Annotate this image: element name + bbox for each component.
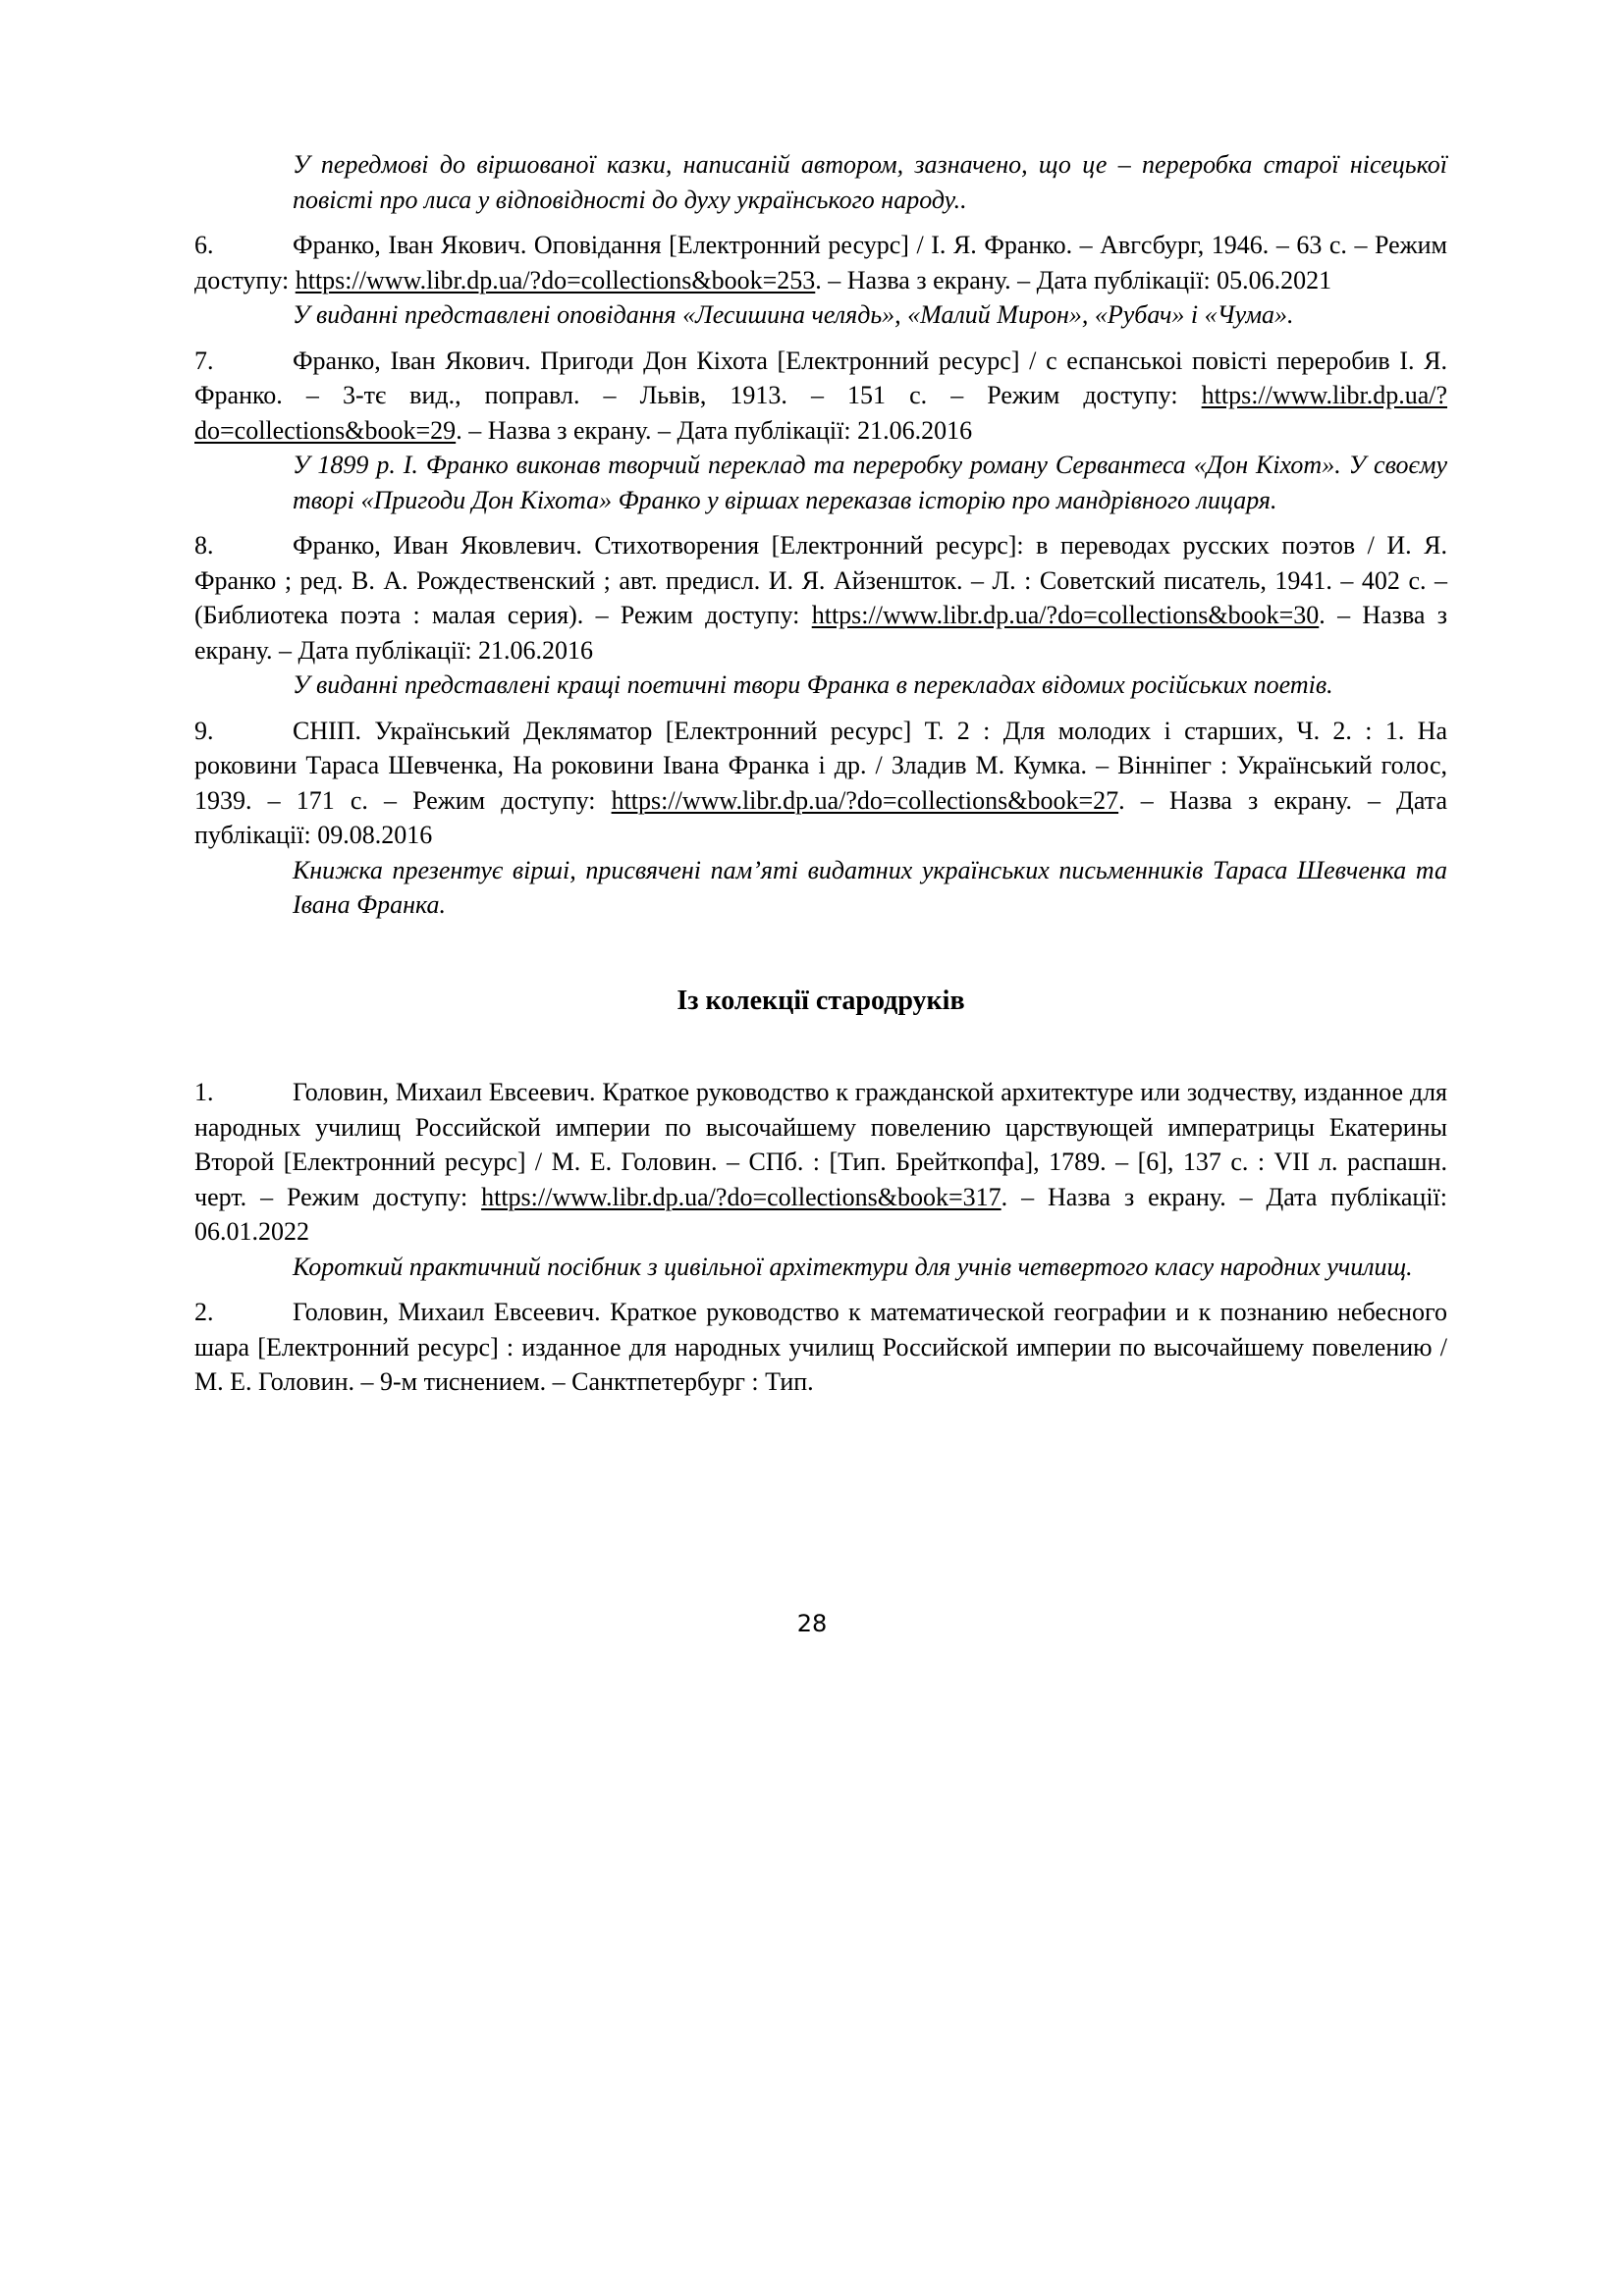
entry-text: Франко, Іван Якович. Оповідання [Електронний ресурс] / І. Я. Франко. – Авгсбург, 1946. – 63 с. – Режим доступу: [194, 231, 1447, 294]
entry-link[interactable]: https://www.libr.dp.ua/?do=collections&book=27 [611, 785, 1119, 815]
entry-annotation-intro: У передмові до віршованої казки, написаній автором, зазначено, що це – переробка старої нісецької повісті про лиса у відповідності до духу українського народу.. [293, 150, 1447, 214]
bibliography-entry-1 [194, 1075, 1447, 1250]
entry-number: 1. [194, 1078, 214, 1106]
bibliography-entry-8 [194, 528, 1447, 667]
entry-tail: . – Назва з екрану. – Дата публікації: 21.06.2016 [456, 415, 973, 445]
entry-annotation-6: У виданні представлені оповідання «Лесишина челядь», «Малий Мирон», «Рубач» і «Чума». [293, 300, 1294, 329]
section-heading: Із колекції стародруків [677, 985, 965, 1016]
section-spacer [194, 1018, 1447, 1075]
entry-annotation-9: Книжка презентує вірші, присвячені пам’яті видатних українських письменників Тараса Шевченка та Івана Франка. [293, 855, 1447, 919]
entry-annotation-7: У 1899 р. І. Франко виконав творчий переклад та переробку роману Сервантеса «Дон Кіхот». У своєму творі «Пригоди Дон Кіхота» Франко у віршах переказав історію про мандрівного лицаря. [293, 451, 1447, 514]
entry-number: 7. [194, 346, 214, 375]
entry-annotation-8: У виданні представлені кращі поетичні твори Франка в перекладах відомих російських поетів. [293, 670, 1333, 699]
entry-number: 8. [194, 531, 214, 560]
entry-annotation-1: Короткий практичний посібник з цивільної архітектури для учнів четвертого класу народних училищ. [293, 1252, 1413, 1281]
entry-link[interactable]: https://www.libr.dp.ua/?do=collections&book=29 [194, 381, 1447, 445]
entry-text: Франко, Иван Яковлевич. Стихотворения [Електронний ресурс]: в переводах русских поэтов / И. Я. Франко ; ред. В. А. Рождественский ; авт. предисл. И. Я. Айзеншток. – Л. : Советский писатель, 1941. – 402 с. – (Библиотека поэта : малая серия). – Режим доступу: [194, 531, 1447, 629]
entry-tail: . – Назва з екрану. – Дата публікації: 06.01.2022 [194, 1182, 1447, 1246]
bibliography-entry-6 [194, 228, 1447, 297]
entry-tail: . – Назва з екрану. – Дата публікації: 09.08.2016 [194, 785, 1447, 849]
entry-link[interactable]: https://www.libr.dp.ua/?do=collections&book=317 [481, 1182, 1001, 1211]
entry-text: Франко, Іван Якович. Пригоди Дон Кіхота [Електронний ресурс] / с еспанськоі повісті переробив І. Я. Франко. – 3-тє вид., поправл. – Львів, 1913. – 151 с. – Режим доступу: [194, 346, 1447, 409]
entry-text: Головин, Михаил Евсеевич. Краткое руководство к математической географии и к познанию небесного шара [Електронний ресурс] : изданное для народных училищ Российской империи по высочайшему повелению / М. Е. Головин. – 9-м тиснением. – Санктпетербург : Тип. [194, 1298, 1447, 1396]
entry-text: Головин, Михаил Евсеевич. Краткое руководство к гражданской архитектуре или зодчеству, изданное для народных училищ Российской империи по высочайшему повелению царствующей императрицы Екатерины Второй [Електронний ресурс] / М. Е. Головин. – СПб. : [Тип. Брейткопфа], 1789. – [6], 137 с. : VII л. распашн. черт. – Режим доступу: [194, 1078, 1447, 1211]
section-spacer [194, 923, 1447, 984]
bibliography-entry-7 [194, 344, 1447, 449]
bibliography-entry-2 [194, 1295, 1447, 1400]
entry-number: 9. [194, 716, 214, 745]
document-page [194, 147, 1447, 1400]
entry-number: 6. [194, 231, 214, 259]
entry-tail: . – Назва з екрану. – Дата публікації: 05.06.2021 [815, 265, 1332, 294]
entry-link[interactable]: https://www.libr.dp.ua/?do=collections&book=253 [295, 265, 816, 294]
entry-tail: . – Назва з екрану. – Дата публікації: 21.06.2016 [194, 601, 1447, 665]
entry-text: СНІП. Український Декляматор [Електронний ресурс] Т. 2 : Для молодих і старших, Ч. 2. : 1. На роковини Тараса Шевченка, На роковини Івана Франка і др. / Зладив М. Кумка. – Вінніпег : Український голос, 1939. – 171 с. – Режим доступу: [194, 716, 1447, 815]
entry-number: 2. [194, 1298, 214, 1326]
page-number: 28 [796, 1610, 828, 1637]
bibliography-entry-9 [194, 714, 1447, 853]
entry-link[interactable]: https://www.libr.dp.ua/?do=collections&book=30 [811, 601, 1320, 629]
